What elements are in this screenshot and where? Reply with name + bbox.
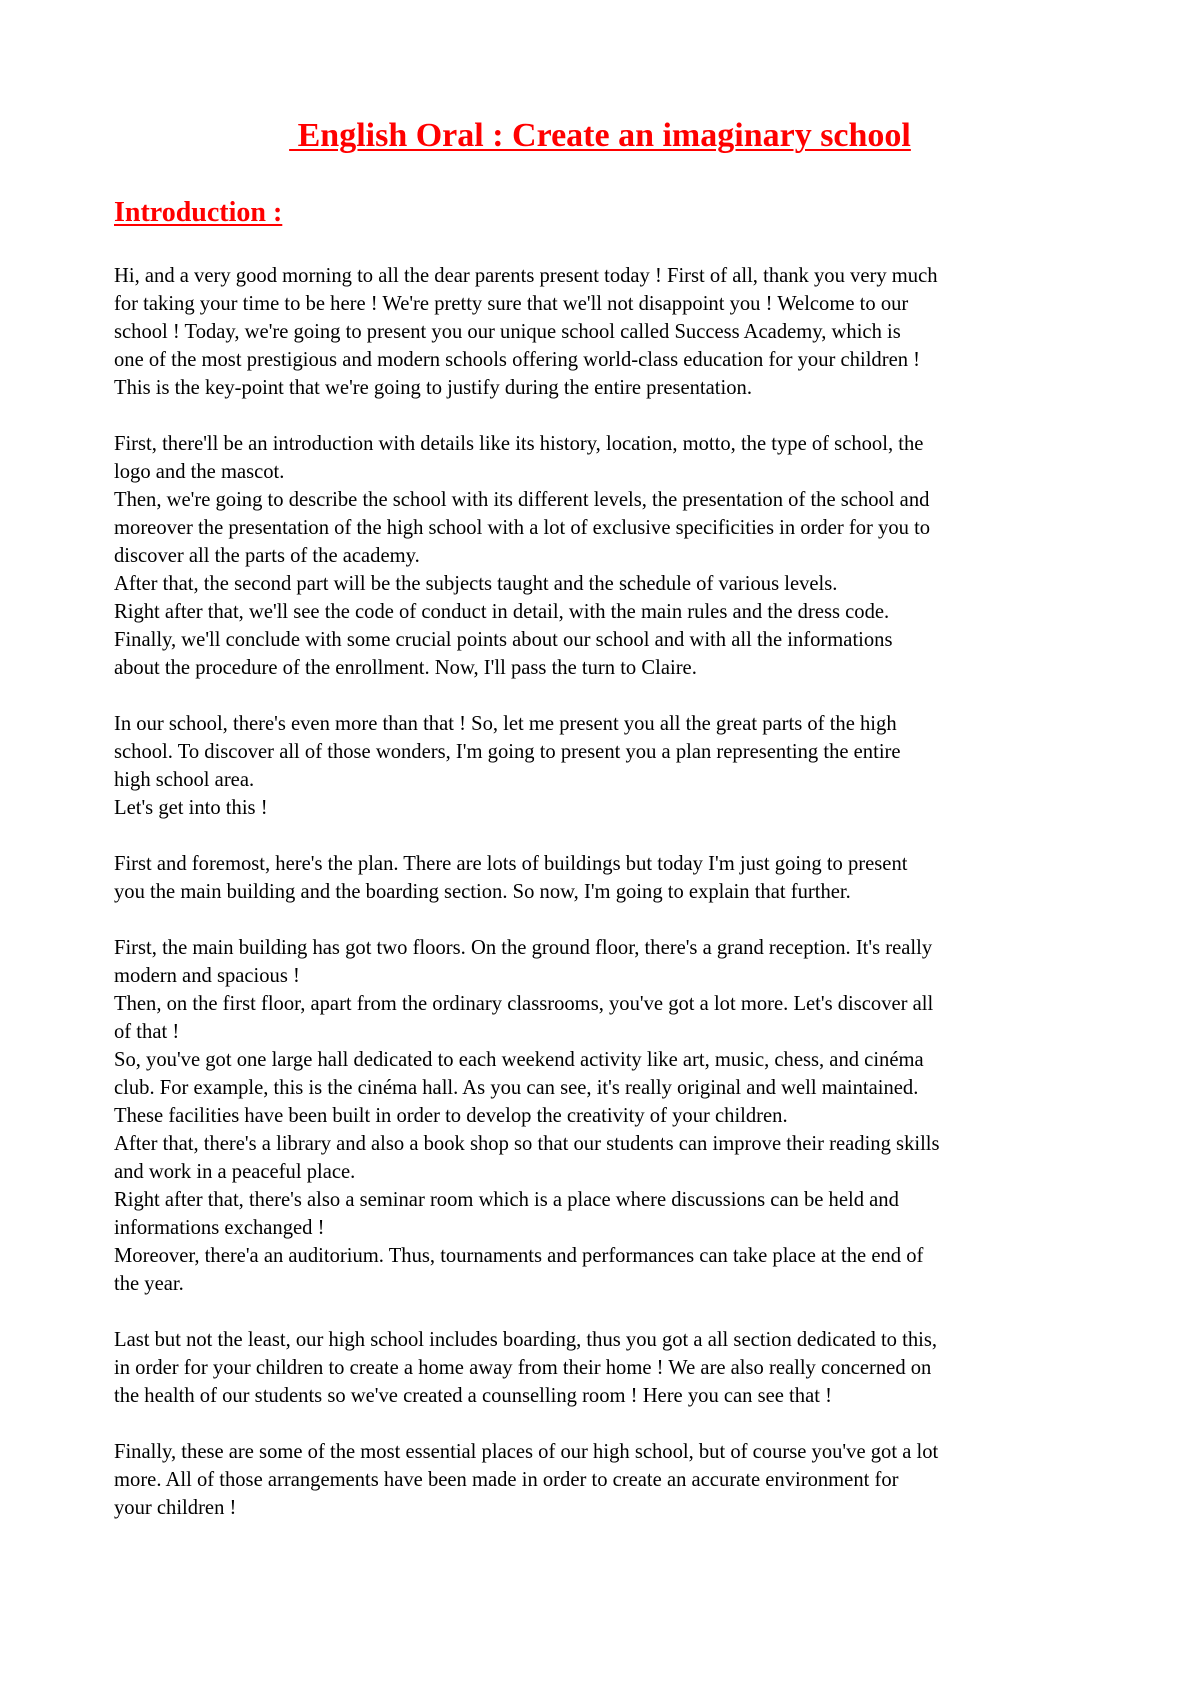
text-line: and work in a peaceful place. [114, 1161, 356, 1183]
section-heading-introduction: Introduction : [114, 197, 283, 228]
text-line: Moreover, there'a an auditorium. Thus, tournaments and performances can take place at the end of [114, 1245, 924, 1267]
text-line: Finally, we'll conclude with some crucial points about our school and with all the informations [114, 629, 893, 651]
text-line: Right after that, there's also a seminar room which is a place where discussions can be held and [114, 1189, 899, 1211]
text-line: high school area. [114, 769, 255, 791]
text-line: moreover the presentation of the high school with a lot of exclusive specificities in order for you to [114, 517, 931, 539]
text-line: Then, on the first floor, apart from the ordinary classrooms, you've got a lot more. Let's discover all [114, 993, 934, 1015]
text-line: for taking your time to be here ! We're pretty sure that we'll not disappoint you ! Welcome to our [114, 293, 909, 315]
text-line: After that, there's a library and also a book shop so that our students can improve their reading skills [114, 1133, 940, 1155]
text-line: First and foremost, here's the plan. There are lots of buildings but today I'm just going to present [114, 853, 908, 875]
text-line: Hi, and a very good morning to all the dear parents present today ! First of all, thank you very much [114, 265, 938, 287]
text-line: modern and spacious ! [114, 965, 300, 987]
document-title: English Oral : Create an imaginary school [289, 117, 911, 154]
paragraph-outline [114, 430, 1104, 682]
text-line: of that ! [114, 1021, 180, 1043]
text-line: Last but not the least, our high school includes boarding, thus you got a all section dedicated to this, [114, 1329, 938, 1351]
paragraph-boarding [114, 1326, 1104, 1410]
text-line: First, there'll be an introduction with details like its history, location, motto, the type of school, the [114, 433, 924, 455]
text-line: more. All of those arrangements have been made in order to create an accurate environment for [114, 1469, 899, 1491]
text-line: First, the main building has got two floors. On the ground floor, there's a grand reception. It's really [114, 937, 933, 959]
text-line: logo and the mascot. [114, 461, 285, 483]
text-line: club. For example, this is the cinéma hall. As you can see, it's really original and well maintained. [114, 1077, 919, 1099]
paragraph-conclusion [114, 1438, 1104, 1522]
text-line: the health of our students so we've created a counselling room ! Here you can see that ! [114, 1385, 832, 1407]
text-line: one of the most prestigious and modern schools offering world-class education for your children ! [114, 349, 921, 371]
text-line: In our school, there's even more than that ! So, let me present you all the great parts of the high [114, 713, 897, 735]
text-line: school ! Today, we're going to present you our unique school called Success Academy, which is [114, 321, 901, 343]
text-line: After that, the second part will be the subjects taught and the schedule of various levels. [114, 573, 838, 595]
text-line: informations exchanged ! [114, 1217, 325, 1239]
text-line: Let's get into this ! [114, 797, 268, 819]
paragraph-plan [114, 850, 1104, 906]
text-line: discover all the parts of the academy. [114, 545, 420, 567]
text-line: Then, we're going to describe the school with its different levels, the presentation of the school and [114, 489, 930, 511]
text-line: the year. [114, 1273, 184, 1295]
document-body [114, 262, 1104, 1550]
text-line: Right after that, we'll see the code of conduct in detail, with the main rules and the dress code. [114, 601, 890, 623]
text-line: Finally, these are some of the most essential places of our high school, but of course you've got a lot [114, 1441, 939, 1463]
paragraph-high-school-intro [114, 710, 1104, 822]
text-line: These facilities have been built in order to develop the creativity of your children. [114, 1105, 788, 1127]
paragraph-greeting [114, 262, 1104, 402]
text-line: about the procedure of the enrollment. Now, I'll pass the turn to Claire. [114, 657, 697, 679]
paragraph-main-building [114, 934, 1104, 1298]
text-line: So, you've got one large hall dedicated to each weekend activity like art, music, chess, and cinéma [114, 1049, 924, 1071]
text-line: This is the key-point that we're going to justify during the entire presentation. [114, 377, 752, 399]
text-line: your children ! [114, 1497, 237, 1519]
text-line: in order for your children to create a home away from their home ! We are also really concerned on [114, 1357, 932, 1379]
text-line: you the main building and the boarding section. So now, I'm going to explain that further. [114, 881, 851, 903]
text-line: school. To discover all of those wonders, I'm going to present you a plan representing the entire [114, 741, 901, 763]
